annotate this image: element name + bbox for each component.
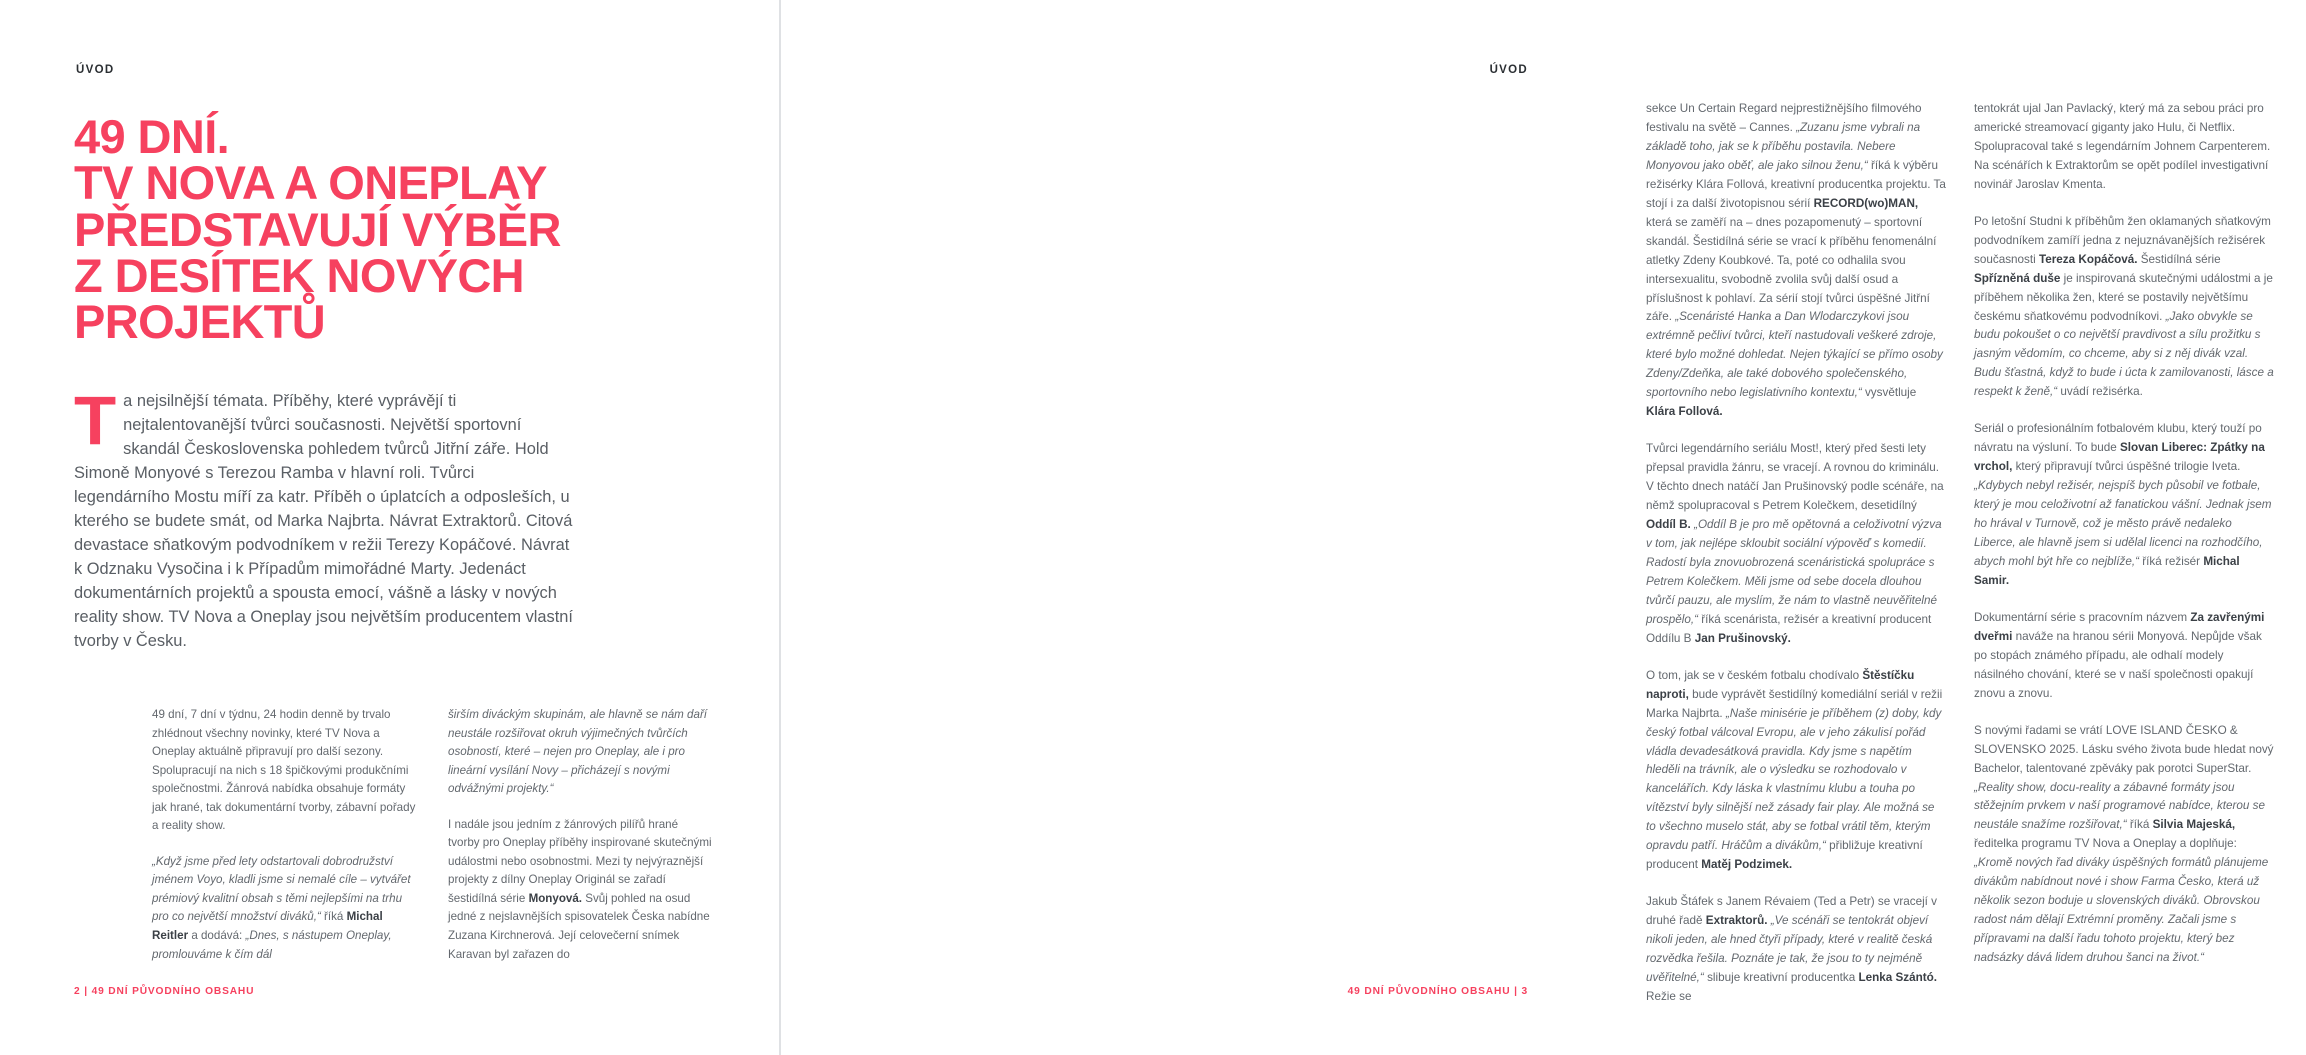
paragraph-text-continued: říká k výběru režisérky Klára Follová, kreativní producentka projektu. Ta stojí i za další životopisnou sérií <box>1646 158 1946 210</box>
quote-text: širším diváckým skupinám, ale hlavně se nám daří neustále rozšiřovat okruh výjimečných tvůrčích osobností, které – nejen pro Oneplay, ale i pro lineární vysílání Novy – přicházejí s novými odvážnými projekty.“ <box>448 708 708 796</box>
headline-line-4: Z DESÍTEK NOVÝCH <box>74 248 525 302</box>
attribution-says: říká <box>2126 818 2153 832</box>
paragraph <box>1646 440 1946 648</box>
quote-continuation: „Dnes, s nástupem Oneplay, promlouváme k čím dál <box>152 929 392 961</box>
quote-text: „Reality show, docu-reality a zábavné formáty jsou stěžejním prvkem v naší programové nabídce, kterou se neustále snažíme rozšiřovat,“ <box>1974 780 2266 832</box>
headline-line-2: TV NOVA A ONEPLAY <box>74 156 547 210</box>
paragraph <box>448 816 712 964</box>
attribution-role: ředitelka programu TV Nova a Oneplay a doplňuje: <box>1974 837 2237 851</box>
attribution-says: říká režisér <box>2139 554 2204 568</box>
paragraph-text: tentokrát ujal Jan Pavlacký, který má za sebou práci pro americké streamovací giganty jako Hulu, či Netflix. Spolupracoval také s legendárním Johnem Carpenterem. Na scénářích k Extraktorům se opět podílel investigativní novinář Jaroslav Kmenta. <box>1974 102 2271 191</box>
paragraph <box>1646 667 1946 875</box>
lead-paragraph <box>74 382 574 653</box>
paragraph-text-continued-2: je inspirovaná skutečnými událostmi a je příběhem několika žen, které se postavily největšímu českému sňatkovému podvodníkovi. <box>1974 271 2273 323</box>
series-name: Slovan Liberec: Zpátky na vrchol, <box>1974 441 2265 474</box>
paragraph-text: S novými řadami se vrátí LOVE ISLAND ČESKO & SLOVENSKO 2025. Lásku svého života bude hledat nový Bachelor, talentované zpěváky pak porotci SuperStar. <box>1974 723 2274 775</box>
paragraph <box>1974 213 2274 403</box>
attribution-name: Jan Prušinovský. <box>1694 631 1791 645</box>
paragraph-text: Tvůrci legendárního seriálu Most!, který před šesti lety přepsal pravidla žánru, se vracejí. A rovnou do kriminálu. V těchto dnech natáčí Jan Prušinovský podle scénáře, na němž spolupracoval s Petrem Kolečkem, desetidílný <box>1646 442 1944 513</box>
quote-text: „Zuzanu jsme vybrali na základě toho, jak se k příběhu postavila. Nebere Monyovou jako oběť, ale jako silnou ženu,“ <box>1646 120 1921 172</box>
headline-line-1: 49 DNÍ. <box>74 110 230 163</box>
attribution-name: Lenka Szántó. <box>1858 970 1938 984</box>
series-name: Spřízněná duše <box>1974 271 2061 285</box>
attribution-name: Matěj Podzimek. <box>1701 858 1793 872</box>
attribution-tail: a dodává: <box>188 929 246 943</box>
left-page <box>0 0 780 1055</box>
paragraph-quote <box>152 853 416 964</box>
paragraph-text: O tom, jak se v českém fotbalu chodívalo <box>1646 668 1863 682</box>
small-column-two <box>448 706 712 981</box>
series-name: Oddíl B. <box>1646 518 1691 532</box>
paragraph-text: Jakub Štáfek s Janem Révaiem (Ted a Petr) se vracejí v druhé řadě <box>1646 895 1938 928</box>
paragraph-text-continued: naváže na hranou sérii Monyová. Nepůjde však po stopách známého případu, ale odhalí modely násilného chování, které se v naší společnosti opakují znovu a znovu. <box>1974 629 2262 700</box>
quote-text-2: „Scenáristé Hanka a Dan Wlodarczykovi jsou extrémně pečliví tvůrci, kteří nastudovali veškeré zdroje, které bylo možné dohledat. Nejen týkající se přímo osoby Zdeny/Zdeňka, ale také dobového společenského, sportovního nebo legislativního kontextu,“ <box>1646 310 1943 400</box>
attribution-says: říká scenárista, režisér a kreativní producent Oddílu B <box>1646 612 1932 645</box>
page-title <box>74 110 734 349</box>
running-head-right: ÚVOD <box>1489 64 1528 76</box>
paragraph <box>1974 609 2274 704</box>
quote-text: „Ve scénáři se tentokrát objeví nikoli jeden, ale hned čtyři případy, které v realitě česká rozvědka řešila. Poznáte je tak, že jsou to ty nejméně uvěřitelné,“ <box>1646 914 1933 984</box>
headline-line-5: PROJEKTŮ <box>74 295 326 349</box>
paragraph <box>1974 420 2274 591</box>
series-name: RECORD(wo)MAN, <box>1813 196 1919 210</box>
drop-cap: T <box>74 382 117 459</box>
paragraph-text-continued: Svůj pohled na osud jedné z nejslavnějších spisovatelek Česka nabídne Zuzana Kirchnerová. Její celovečerní snímek Karavan byl zařazen do <box>448 891 710 961</box>
running-head-left: ÚVOD <box>76 64 115 76</box>
quote-text-2: „Kromě nových řad diváky úspěšných formátů plánujeme divákům nabídnout nové i show Farma Česko, která už několik sezon boduje u slovenských diváků. Obrovskou radost nám dělají Extrémní proměny. Začali jsme s přípravami na další řadu tohoto projektu, který bez nadsázky dává lidem druhou šanci na život.“ <box>1974 856 2269 965</box>
paragraph <box>1646 100 1946 422</box>
attribution-says: uvádí režisérka. <box>2057 385 2143 399</box>
series-name: Monyová. <box>528 891 583 905</box>
paragraph-text: Seriál o profesionálním fotbalovém klubu, který touží po návratu na výsluní. To bude <box>1974 422 2262 455</box>
attribution-name: Silvia Majeská, <box>2152 818 2236 832</box>
body-column-two <box>1974 100 2274 1025</box>
attribution-name: Klára Follová. <box>1646 405 1723 419</box>
attribution-says: slibuje kreativní producentka <box>1703 970 1859 984</box>
attribution-name: Michal Samir. <box>1974 554 2240 587</box>
paragraph <box>1646 893 1946 1007</box>
paragraph-text: sekce Un Certain Regard nejprestižnějšího filmového festivalu na světě – Cannes. <box>1646 102 1922 134</box>
paragraph-text-continued-2: která se zaměří na – dnes pozapomenutý – sportovní skandál. Šestidílná série se vrací k příběhu fenomenální atletky Zdeny Koubkové. Ta, poté co odhalila svou intersexualitu, svobodně zvolila svůj další osud a příslušnost k pohlaví. Za sérií stojí tvůrci úspěšné Jitřní záře. <box>1646 215 1937 324</box>
attribution-says: přibližuje kreativní producent <box>1646 839 1923 872</box>
quote-text: „Kdybych nebyl režisér, nejspíš bych působil ve fotbale, který je mou celoživotní až fanatickou vášní. Jednak jsem ho hrával v Turnově, což je město právě nedaleko Liberce, ale hlavně jsem si udělal licenci na rozhodčího, abych mohl být hře co nejblíže,“ <box>1974 479 2272 568</box>
quote-text: „Oddíl B je pro mě opětovná a celoživotní výzva v tom, jak nejlépe skloubit sociální výpověď s komedií. Radostí byla znovuobrozená scenáristická spolupráce s Petrem Kolečkem. Měli jsme od sebe docela dlouhou tvůrčí pauzu, ale myslím, že nám to vlastně neuvěřitelné prospělo,“ <box>1646 518 1942 626</box>
quote-text: „Když jsme před lety odstartovali dobrodružství jménem Voyo, kladli jsme si nemalé cíle – vytvářet prémiový kvalitní obsah s těmi nejlepšími na trhu pro co největší množství diváků,“ <box>152 854 411 924</box>
folio-right: 49 DNÍ PŮVODNÍHO OBSAHU | 3 <box>1347 986 1528 997</box>
lead-text: a nejsilnější témata. Příběhy, které vyprávějí ti nejtalentovanější tvůrci současnosti. Největší sportovní skandál Československa pohledem tvůrců Jitřní záře. Hold Simoně Monyové s Terezou Ramba v hlavní roli. Tvůrci legendárního Mostu míří za katr. Příběh o úplatcích a odposleších, u kterého se budete smát, od Marka Najbrta. Návrat Extraktorů. Citová devastace sňatkovým podvodníkem v režii Terezy Kopáčové. Návrat k Odznaku Vysočina i k Případům mimořádné Marty. Jedenáct dokumentárních projektů a spousta emocí, vášně a lásky v nových reality show. TV Nova a Oneplay jsou největším producentem vlastní tvorby v Česku. <box>74 392 573 650</box>
paragraph-text: Dokumentární série s pracovním názvem <box>1974 610 2191 624</box>
attribution-says: vysvětluje <box>1861 386 1917 400</box>
series-name: Za zavřenými dveřmi <box>1974 610 2265 643</box>
quote-text: „Jako obvykle se budu pokoušet o co největší pravdivost a sílu prožitku s jasným vědomím, co chceme, aby si z něj divák vzal. Budu šťastná, když to bude i úcta k zamilovanosti, lásce a respekt k ženě,“ <box>1974 309 2274 399</box>
left-page-small-columns <box>152 706 712 981</box>
paragraph-quote <box>448 706 712 799</box>
attribution-says: říká <box>320 910 347 924</box>
attribution-name: Michal Reitler <box>152 910 383 943</box>
paragraph-tail: Režie se <box>1646 989 1692 1003</box>
folio-left: 2 | 49 DNÍ PŮVODNÍHO OBSAHU <box>74 986 255 997</box>
paragraph <box>1974 100 2274 195</box>
paragraph-text-continued: který připravují tvůrci úspěšné trilogie Iveta. <box>2012 460 2241 474</box>
small-column-one <box>152 706 416 981</box>
person-name: Tereza Kopáčová. <box>2038 252 2138 266</box>
series-name: Extraktorů. <box>1705 914 1768 928</box>
quote-text: „Naše minisérie je příběhem (z) doby, kdy český fotbal válcoval Evropu, ale v jeho zákulisí pořád vládla devadesátková pravidla. Kdy jsme s napětím hleděli na trávník, ale o výsledku se rozhodovalo v kancelářích. Kdy láska k vlastnímu klubu a touha po vítězství byly silnější než zásady fair play. Ale možná se to všechno muselo stát, aby se fotbal vrátil těm, kterým opravdu patří. Hráčům a divákům,“ <box>1646 706 1942 853</box>
paragraph <box>152 706 416 836</box>
paragraph-text: I nadále jsou jedním z žánrových pilířů hrané tvorby pro Oneplay příběhy inspirované skutečnými událostmi nebo osobnostmi. Mezi ty nejvýraznější projekty z dílny Oneplay Originál se zařadí šestidílná série <box>448 817 712 905</box>
right-page-body-columns <box>1646 100 2306 1025</box>
paragraph-text: 49 dní, 7 dní v týdnu, 24 hodin denně by trvalo zhlédnout všechny novinky, které TV Nova a Oneplay aktuálně připravují pro další sezony. Spolupracují na nich s 18 špičkovými produkčními společnostmi. Žánrová nabídka obsahuje formáty jak hrané, tak dokumentární tvorby, zábavní pořady a reality show. <box>152 708 416 833</box>
paragraph-text-continued: Šestidílná série <box>2137 252 2221 266</box>
series-name: Štěstíčku naproti, <box>1646 668 1915 701</box>
paragraph-text: Po letošní Studni k příběhům žen oklamaných sňatkovým podvodníkem zamíří jedna z nejuznávanějších režisérek současnosti <box>1974 214 2271 266</box>
right-page <box>780 0 2274 1055</box>
body-column-one <box>1646 100 1946 1025</box>
paragraph <box>1974 722 2274 968</box>
headline-line-3: PŘEDSTAVUJÍ VÝBĚR <box>74 202 561 256</box>
paragraph-text-continued: bude vyprávět šestidílný komediální seriál v režii Marka Najbrta. <box>1646 687 1943 720</box>
